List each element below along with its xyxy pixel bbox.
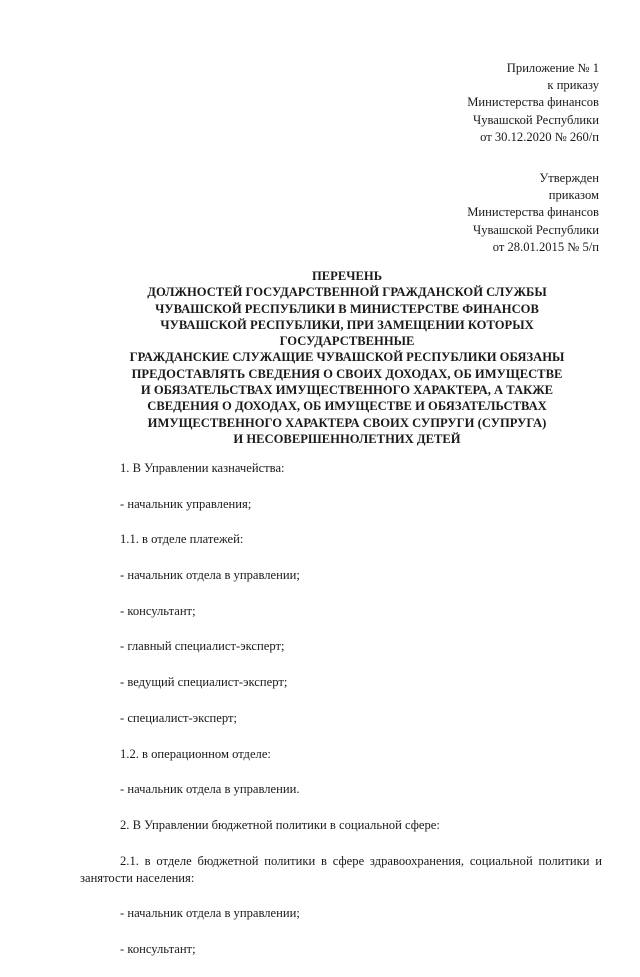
list-item: - консультант; [120, 603, 196, 618]
list-item: - начальник отдела в управлении; [120, 906, 300, 921]
title-line: И НЕСОВЕРШЕННОЛЕТНИХ ДЕТЕЙ [233, 431, 461, 446]
title-line: ГРАЖДАНСКИЕ СЛУЖАЩИЕ ЧУВАШСКОЙ РЕСПУБЛИКИ ОБЯЗАНЫ [129, 350, 565, 365]
appendix-line: Министерства финансов [467, 95, 599, 110]
approval-line: Утвержден [539, 171, 599, 185]
list-item: 1. В Управлении казначейства: [120, 461, 285, 475]
list-item: 2. В Управлении бюджетной политики в социальной сфере: [120, 817, 440, 832]
approval-line: Чувашской Республики [473, 222, 599, 237]
title-line: ЧУВАШСКОЙ РЕСПУБЛИКИ В МИНИСТЕРСТВЕ ФИНАНСОВ [155, 301, 539, 316]
approval-line: от 28.01.2015 № 5/п [492, 239, 599, 254]
title-line: ГОСУДАРСТВЕННЫЕ [279, 334, 415, 349]
title-line: СВЕДЕНИЯ О ДОХОДАХ, ОБ ИМУЩЕСТВЕ И ОБЯЗАТЕЛЬСТВАХ [147, 399, 547, 414]
list-item: - начальник отдела в управлении; [120, 568, 300, 583]
title-line: ЧУВАШСКОЙ РЕСПУБЛИКИ, ПРИ ЗАМЕЩЕНИИ КОТОРЫХ [160, 317, 534, 332]
approval-line: Министерства финансов [467, 205, 599, 220]
list-item: - ведущий специалист-эксперт; [120, 675, 288, 690]
title-line: ПЕРЕЧЕНЬ [311, 269, 383, 283]
document-title [80, 268, 614, 447]
appendix-line: Чувашской Республики [473, 112, 599, 127]
appendix-line: Приложение № 1 [506, 61, 599, 75]
document-body [80, 460, 602, 977]
list-item: 1.2. в операционном отделе: [120, 746, 271, 761]
list-item: - главный специалист-эксперт; [120, 639, 285, 654]
appendix-reference [467, 60, 599, 146]
title-line: ДОЛЖНОСТЕЙ ГОСУДАРСТВЕННОЙ ГРАЖДАНСКОЙ СЛУЖБЫ [147, 285, 547, 300]
list-item: 1.1. в отделе платежей: [120, 532, 244, 547]
title-line: ИМУЩЕСТВЕННОГО ХАРАКТЕРА СВОИХ СУПРУГИ (СУПРУГА) [147, 415, 547, 430]
appendix-line: к приказу [547, 78, 599, 93]
list-item: 2.1. в отделе бюджетной политики в сфере здравоохранения, социальной политики и занятости населения: [80, 853, 602, 885]
list-item: - начальник управления; [120, 496, 252, 511]
list-item: - начальник отдела в управлении. [120, 782, 300, 797]
title-line: И ОБЯЗАТЕЛЬСТВАХ ИМУЩЕСТВЕННОГО ХАРАКТЕРА, А ТАКЖЕ [140, 383, 554, 398]
list-item: - консультант; [120, 941, 196, 956]
approval-line: приказом [548, 188, 599, 203]
list-item: - специалист-эксперт; [120, 710, 238, 725]
title-line: ПРЕДОСТАВЛЯТЬ СВЕДЕНИЯ О СВОИХ ДОХОДАХ, ОБ ИМУЩЕСТВЕ [131, 366, 563, 381]
approval-reference [467, 170, 599, 256]
appendix-line: от 30.12.2020 № 260/п [480, 129, 599, 144]
